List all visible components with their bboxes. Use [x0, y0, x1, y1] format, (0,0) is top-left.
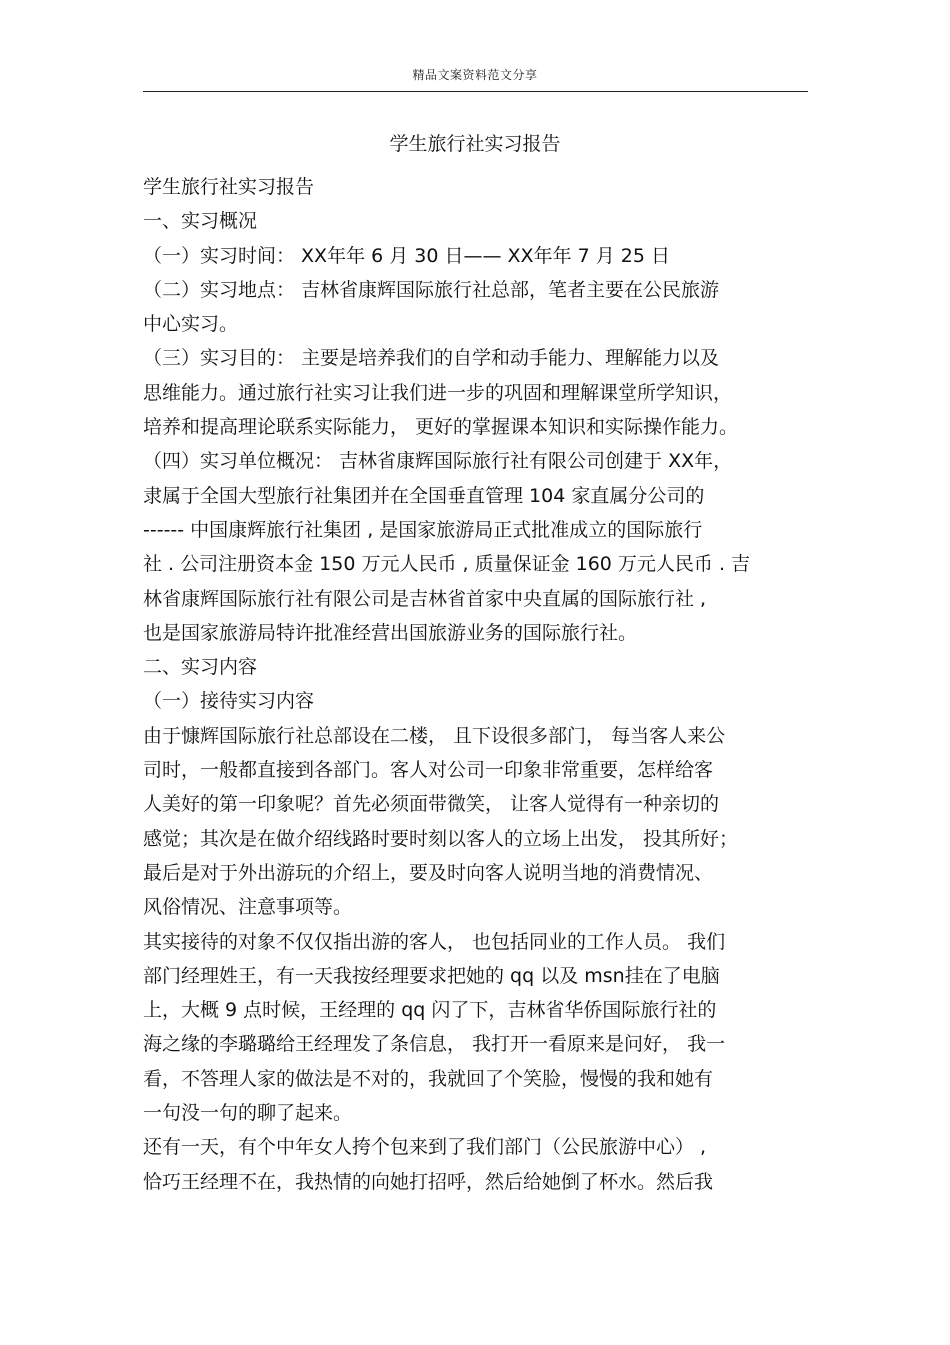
text-line: 看，不答理人家的做法是不对的，我就回了个笑脸，慢慢的我和她有	[143, 1067, 714, 1090]
text-line: 最后是对于外出游玩的介绍上，要及时向客人说明当地的消费情况、	[143, 861, 714, 884]
text-line: 思维能力。通过旅行社实习让我们进一步的巩固和理解课堂所学知识，	[143, 381, 733, 404]
document-title: 学生旅行社实习报告	[389, 133, 561, 155]
text-line: （一）接待实习内容	[143, 690, 315, 713]
text-line: 其实接待的对象不仅仅指出游的客人， 也包括同业的工作人员。 我们	[143, 930, 726, 953]
text-line: 一、实习概况	[143, 210, 258, 233]
header-rule	[143, 91, 808, 92]
text-line: 人美好的第一印象呢？首先必须面带微笑， 让客人觉得有一种亲切的	[143, 793, 720, 816]
text-line: 学生旅行社实习报告	[143, 176, 315, 198]
text-line: 还有一天，有个中年女人挎个包来到了我们部门（公民旅游中心） ,	[143, 1136, 707, 1159]
text-line: （一）实习时间： XX年年 6 月 30 日—— XX年年 7 月 25 日	[143, 244, 670, 267]
text-line: 一句没一句的聊了起来。	[143, 1102, 353, 1125]
document-body	[143, 170, 813, 1199]
text-line: （四）实习单位概况： 吉林省康辉国际旅行社有限公司创建于 XX年，	[143, 450, 733, 473]
text-line: 培养和提高理论联系实际能力， 更好的掌握课本知识和实际操作能力。	[143, 416, 739, 439]
text-line: 司时，一般都直接到各部门。客人对公司一印象非常重要，怎样给客	[143, 759, 714, 782]
text-line: 二、实习内容	[143, 656, 258, 679]
text-line: ------ 中国康辉旅行社集团 , 是国家旅游局正式批准成立的国际旅行	[143, 518, 703, 541]
text-line: 感觉；其次是在做介绍线路时要时刻以客人的立场上出发， 投其所好；	[143, 827, 739, 850]
text-line: 由于慷辉国际旅行社总部设在二楼， 且下设很多部门， 每当客人来公	[143, 724, 726, 747]
text-line: 海之缘的李璐璐给王经理发了条信息， 我打开一看原来是问好， 我一	[143, 1033, 726, 1056]
text-line: 中心实习。	[143, 313, 239, 336]
text-line: （二）实习地点： 吉林省康辉国际旅行社总部，笔者主要在公民旅游	[143, 278, 720, 301]
text-line: 隶属于全国大型旅行社集团并在全国垂直管理 104 家直属分公司的	[143, 484, 705, 507]
text-line: 部门经理姓王，有一天我按经理要求把她的 qq 以及 msn挂在了电脑	[143, 964, 720, 987]
running-header: 精品文案资料范文分享	[412, 68, 538, 82]
text-line: 上，大概 9 点时候，王经理的 qq 闪了下，吉林省华侨国际旅行社的	[143, 999, 717, 1022]
text-line: 恰巧王经理不在，我热情的向她打招呼，然后给她倒了杯水。然后我	[143, 1170, 714, 1193]
text-line: 林省康辉国际旅行社有限公司是吉林省首家中央直属的国际旅行社 ,	[143, 587, 707, 610]
text-line: 也是国家旅游局特许批准经营出国旅游业务的国际旅行社。	[143, 621, 638, 644]
text-line: 社 . 公司注册资本金 150 万元人民币 , 质量保证金 160 万元人民币 . 吉	[143, 553, 751, 576]
text-line: （三）实习目的： 主要是培养我们的自学和动手能力、理解能力以及	[143, 347, 720, 370]
text-line: 风俗情况、注意事项等。	[143, 896, 353, 919]
